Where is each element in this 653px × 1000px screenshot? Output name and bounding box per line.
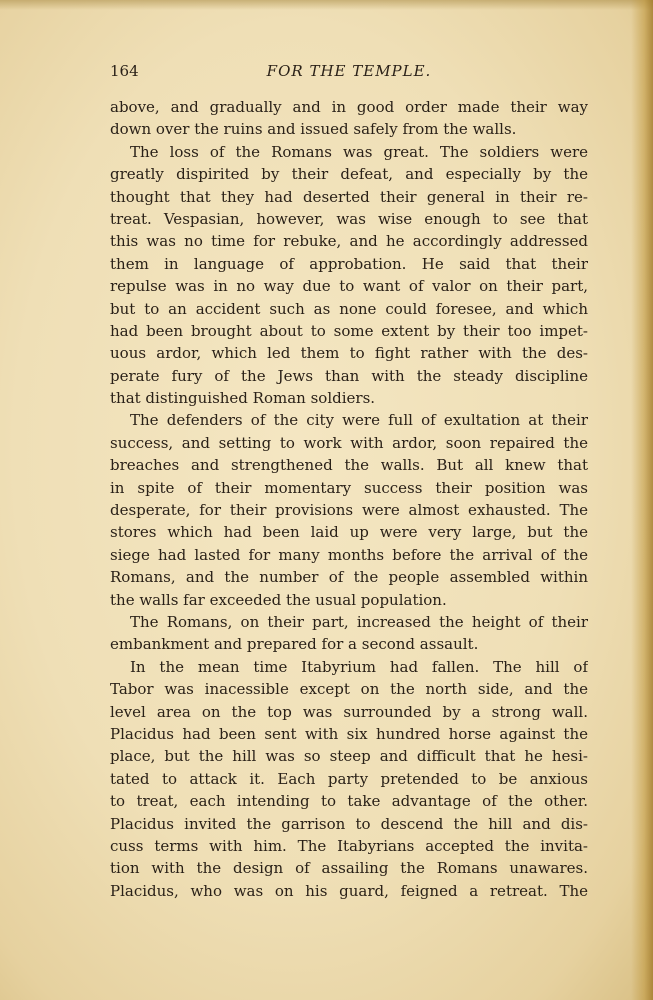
text-line: level area on the top was surrounded by a strong wall.	[110, 702, 588, 721]
text-line: Tabor was inacessible except on the north side, and the	[110, 680, 588, 699]
text-line: to treat, each intending to take advantage of the other.	[110, 792, 588, 811]
text-line: siege had lasted for many months before the arrival of the	[110, 545, 588, 564]
text-line: above, and gradually and in good order made their way	[110, 98, 588, 116]
text-line: treat. Vespasian, however, was wise enough to see that	[110, 209, 588, 228]
text-line: stores which had been laid up were very large, but the	[110, 523, 588, 542]
text-line: success, and setting to work with ardor, soon repaired the	[110, 433, 588, 452]
page-number: 164	[110, 62, 139, 80]
text-line: perate fury of the Jews than with the steady discipline	[110, 366, 588, 385]
text-line: uous ardor, which led them to fight rather with the des-	[110, 344, 588, 363]
text-line: this was no time for rebuke, and he accordingly addressed	[110, 232, 588, 251]
text-line: Placidus invited the garrison to descend the hill and dis-	[110, 814, 588, 833]
text-line: breaches and strengthened the walls. But all knew that	[110, 456, 588, 475]
text-line: place, but the hill was so steep and difficult that he hesi-	[110, 747, 588, 766]
text-line: that distinguished Roman soldiers.	[110, 389, 376, 408]
text-line: In the mean time Itabyrium had fallen. The hill of	[130, 657, 588, 676]
text-line: down over the ruins and issued safely from the walls.	[110, 120, 517, 139]
running-title: FOR THE TEMPLE.	[266, 62, 432, 80]
text-line: the walls far exceeded the usual population.	[110, 590, 447, 609]
text-line: thought that they had deserted their general in their re-	[110, 187, 588, 206]
text-line: The loss of the Romans was great. The soldiers were	[130, 142, 588, 161]
text-line: in spite of their momentary success their position was	[110, 478, 588, 497]
text-line: them in language of approbation. He said that their	[110, 254, 588, 273]
text-line: cuss terms with him. The Itabyrians accepted the invita-	[110, 836, 588, 855]
text-line: greatly dispirited by their defeat, and especially by the	[110, 165, 588, 184]
text-line: Placidus, who was on his guard, feigned a retreat. The	[110, 881, 588, 900]
page-gutter-shadow	[631, 0, 653, 1000]
text-line: had been brought about to some extent by their too impet-	[110, 321, 588, 340]
text-line: The defenders of the city were full of exultation at their	[130, 411, 588, 430]
body-text	[110, 96, 588, 902]
text-line: tated to attack it. Each party pretended to be anxious	[110, 769, 588, 788]
text-line: The Romans, on their part, increased the height of their	[130, 612, 588, 631]
text-line: Placidus had been sent with six hundred horse against the	[110, 724, 588, 743]
text-line: but to an accident such as none could foresee, and which	[110, 299, 588, 318]
page-top-shadow	[0, 0, 653, 10]
text-line: tion with the design of assailing the Romans unawares.	[110, 859, 588, 878]
running-header	[110, 62, 588, 86]
text-line: embankment and prepared for a second assault.	[110, 635, 479, 654]
text-line: Romans, and the number of the people assembled within	[110, 568, 588, 587]
text-line: desperate, for their provisions were almost exhausted. The	[110, 501, 588, 520]
text-line: repulse was in no way due to want of valor on their part,	[110, 277, 588, 296]
